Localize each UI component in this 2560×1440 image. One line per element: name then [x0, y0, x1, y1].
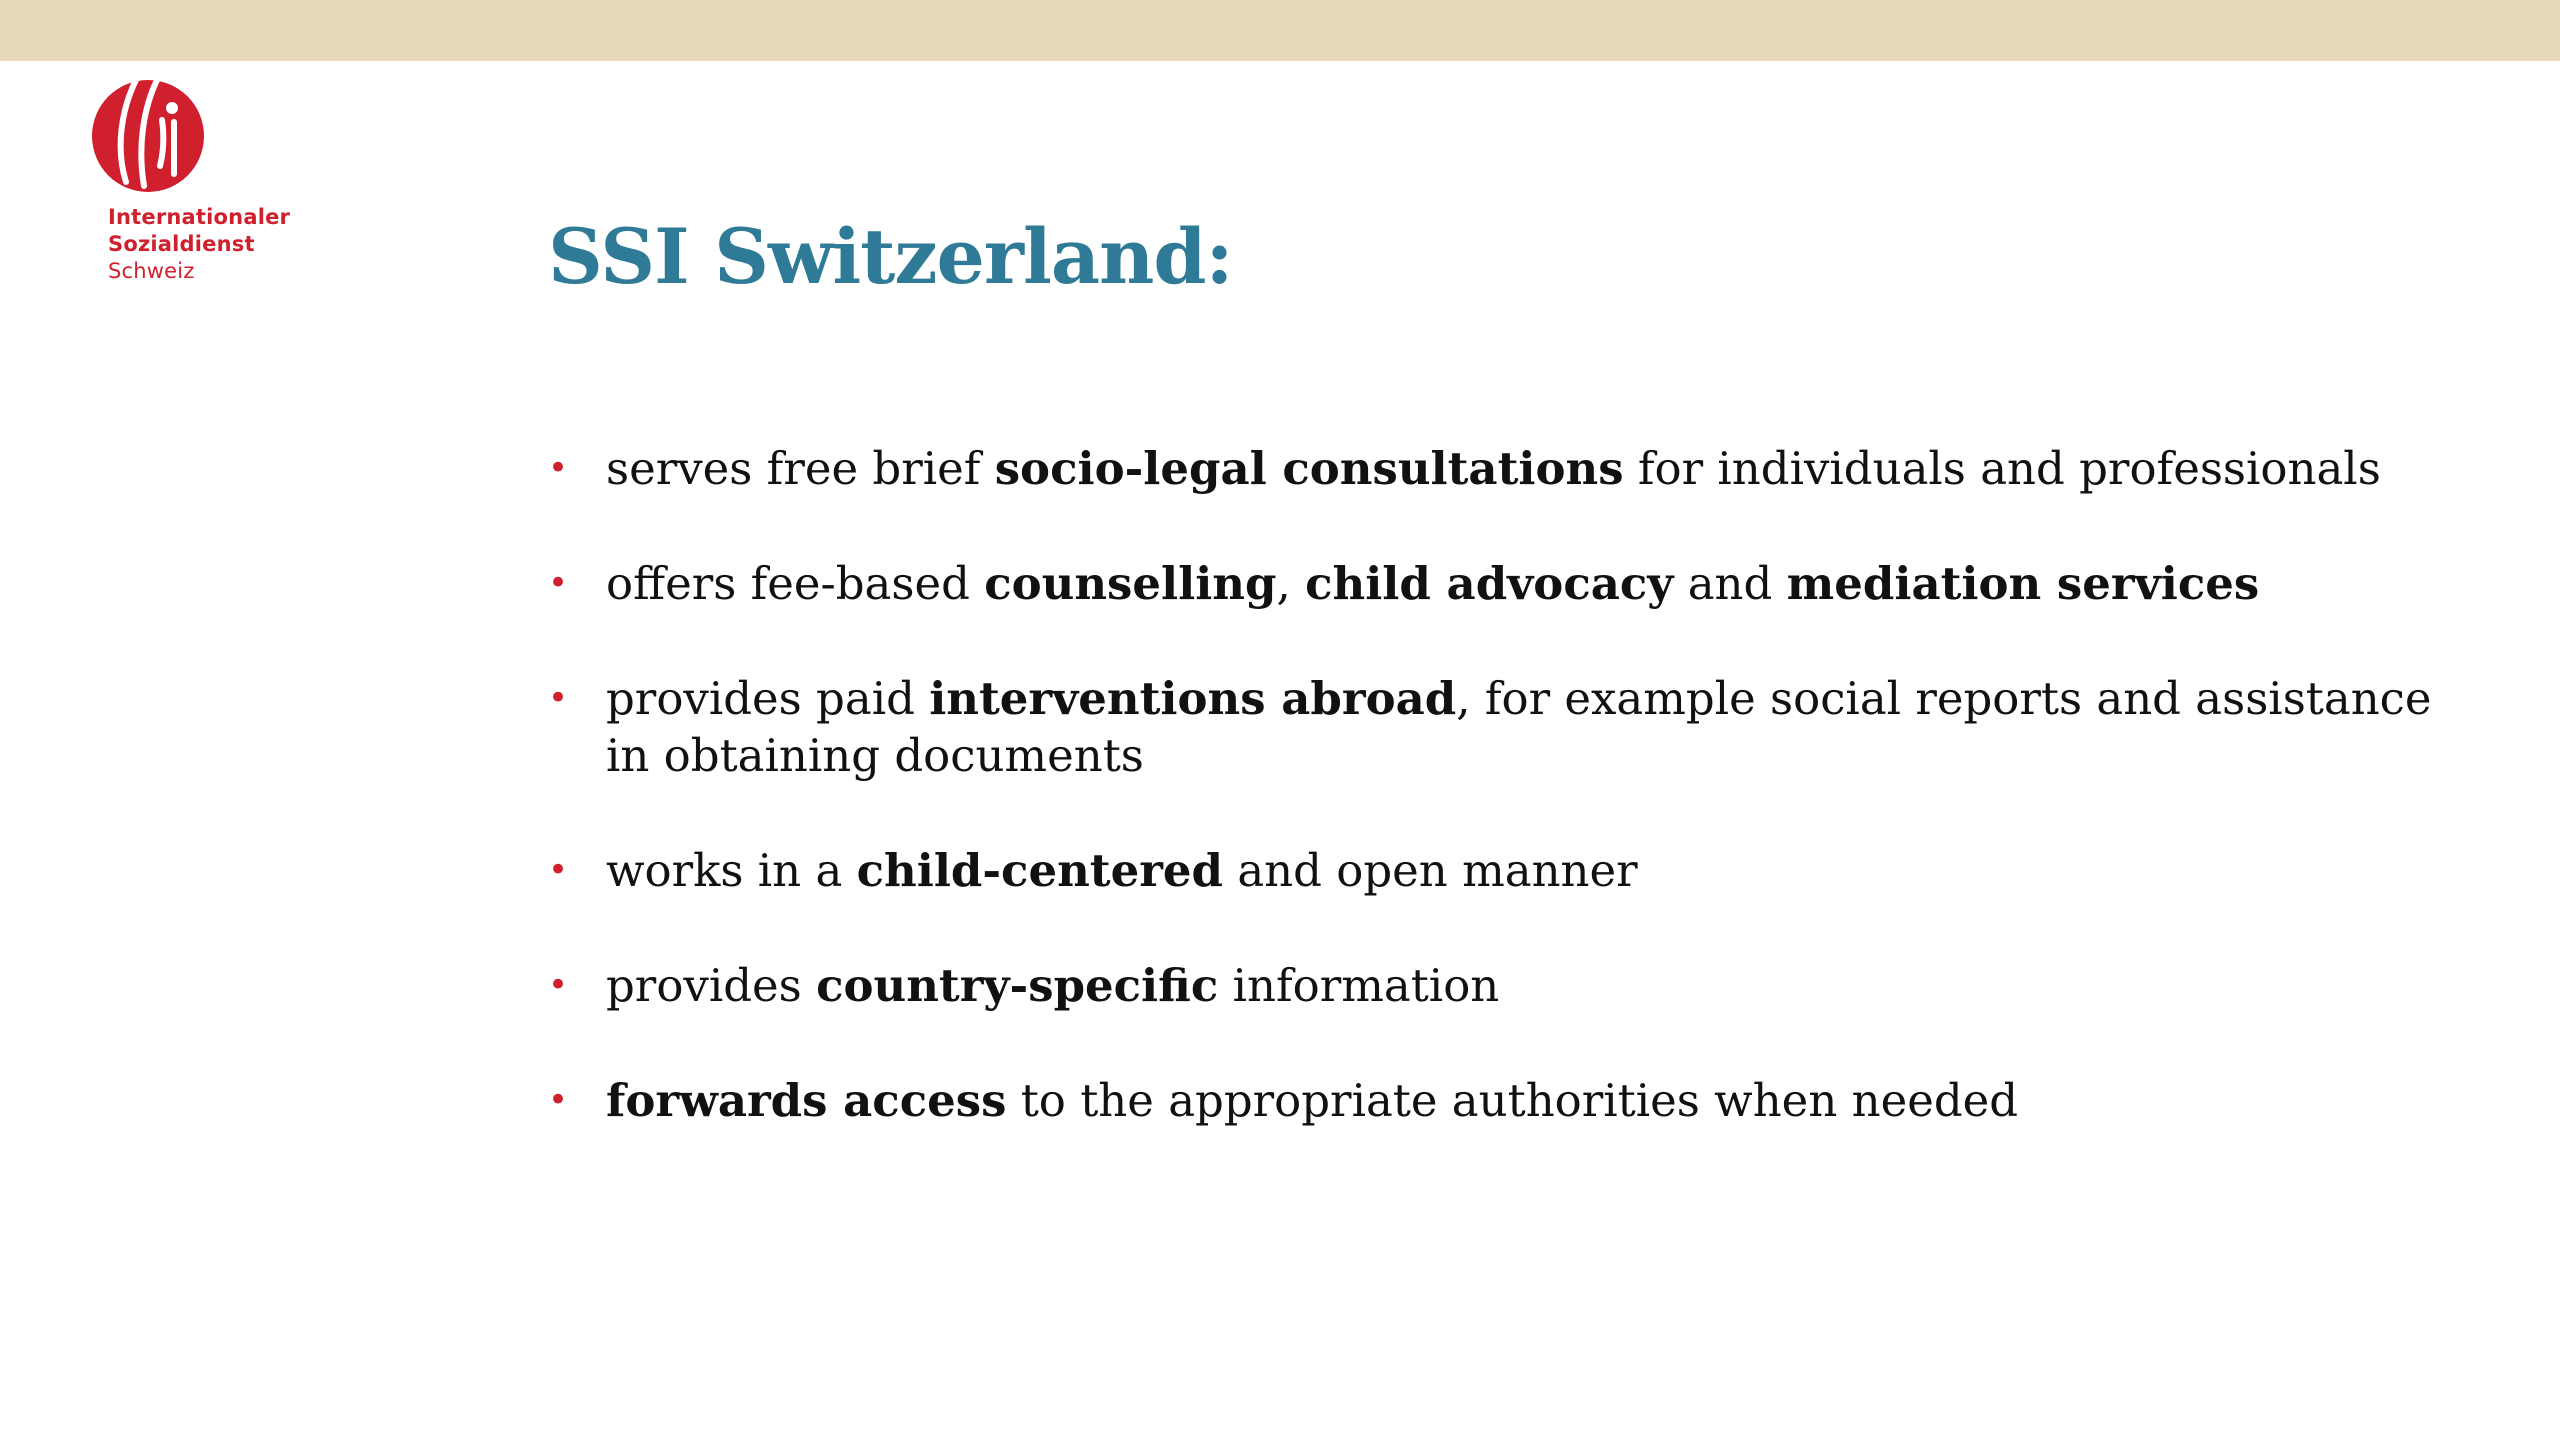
logo — [86, 70, 306, 290]
bullet-emphasis: counselling — [984, 557, 1277, 610]
bullet-text: and — [1673, 557, 1787, 610]
top-band — [0, 0, 2560, 61]
bullet-dot-icon: • — [548, 563, 569, 603]
bullet-item — [548, 555, 2448, 612]
bullet-text: works in a — [606, 844, 857, 897]
bullet-emphasis: child-centered — [856, 844, 1224, 897]
bullet-dot-icon: • — [548, 678, 569, 718]
bullet-dot-icon: • — [548, 448, 569, 488]
bullet-text: information — [1218, 959, 1500, 1012]
logo-line-3: Schweiz — [108, 259, 195, 283]
bullet-dot-icon: • — [548, 1080, 569, 1120]
bullet-text: provides — [606, 959, 817, 1012]
logo-line-2: Sozialdienst — [108, 232, 255, 256]
bullet-dot-icon: • — [548, 965, 569, 1005]
bullet-text: offers fee-based — [606, 557, 985, 610]
bullet-list — [548, 440, 2448, 1187]
bullet-text: to the appropriate authorities when needed — [1006, 1074, 2019, 1127]
bullet-emphasis: mediation services — [1786, 557, 2260, 610]
bullet-emphasis: country-specific — [816, 959, 1219, 1012]
bullet-emphasis: socio-legal consultations — [994, 442, 1624, 495]
bullet-text: and open manner — [1223, 844, 1638, 897]
bullet-item — [548, 957, 2448, 1014]
ssi-logo-icon — [86, 70, 210, 194]
logo-line-1: Internationaler — [108, 205, 291, 229]
bullet-item — [548, 670, 2448, 784]
bullet-text: , for example social reports and assistance in obtaining documents — [606, 672, 2432, 782]
logo-wordmark — [108, 204, 290, 285]
bullet-text: , — [1276, 557, 1306, 610]
bullet-emphasis: forwards access — [606, 1074, 1007, 1127]
slide-title: SSI Switzerland: — [548, 212, 1233, 301]
bullet-emphasis: child advocacy — [1305, 557, 1674, 610]
bullet-emphasis: interventions abroad — [929, 672, 1457, 725]
bullet-item — [548, 842, 2448, 899]
bullet-item — [548, 1072, 2448, 1129]
bullet-text: serves free brief — [606, 442, 995, 495]
bullet-item — [548, 440, 2448, 497]
bullet-text: provides paid — [606, 672, 930, 725]
bullet-text: for individuals and professionals — [1623, 442, 2381, 495]
bullet-dot-icon: • — [548, 850, 569, 890]
